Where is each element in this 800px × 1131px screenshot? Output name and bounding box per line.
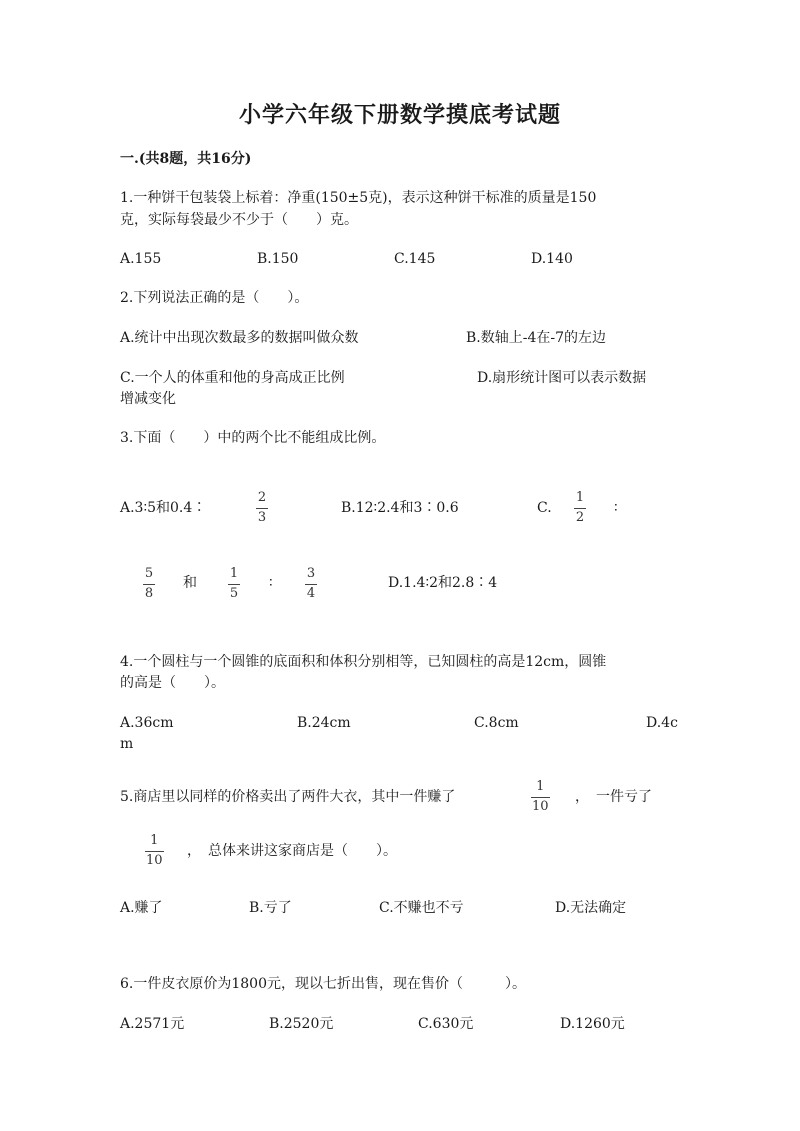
fraction-bar <box>305 584 317 585</box>
fraction-bar <box>143 584 155 585</box>
q6-option-c: C.630元 <box>418 1016 474 1032</box>
q3-colon-2: ∶ <box>269 575 273 591</box>
fraction-bar <box>145 851 164 852</box>
fraction-denominator: 5 <box>229 586 239 601</box>
q3-option-c-fraction <box>574 490 586 526</box>
q1-option-b: B.150 <box>257 251 299 267</box>
q5-option-b: B.亏了 <box>249 900 292 916</box>
q1-option-c: C.145 <box>394 251 436 267</box>
q3-fraction-1-5 <box>228 566 240 602</box>
q2-option-d-continued: 增减变化 <box>120 391 176 407</box>
q5-stem-part2: ， 一件亏了 <box>575 789 652 805</box>
q4-option-c: C.8cm <box>474 715 519 731</box>
fraction-denominator: 2 <box>575 510 585 525</box>
fraction-denominator: 3 <box>257 510 267 525</box>
q4-stem-line1: 4.一个圆柱与一个圆锥的底面积和体积分别相等，已知圆柱的高是12cm，圆锥 <box>120 654 607 670</box>
q6-option-b: B.2520元 <box>269 1016 334 1032</box>
q5-fraction-2 <box>145 833 164 869</box>
q5-stem-part3: ， 总体来讲这家商店是（ ）。 <box>187 843 397 859</box>
q3-option-c: C. <box>537 500 552 516</box>
q5-option-a: A.赚了 <box>120 900 163 916</box>
q3-fraction-3-4 <box>305 566 317 602</box>
q6-stem: 6.一件皮衣原价为1800元，现以七折出售，现在售价（ ）。 <box>120 976 526 992</box>
q3-fraction-5-8 <box>143 566 155 602</box>
fraction-numerator: 1 <box>575 490 585 505</box>
fraction-numerator: 3 <box>306 566 316 581</box>
fraction-denominator: 4 <box>306 586 316 601</box>
fraction-denominator: 10 <box>532 799 549 814</box>
fraction-numerator: 5 <box>144 566 154 581</box>
q5-option-c: C.不赚也不亏 <box>379 900 464 916</box>
fraction-numerator: 2 <box>257 490 267 505</box>
q3-option-b: B.12∶2.4和3∶0.6 <box>341 500 459 516</box>
fraction-bar <box>256 508 268 509</box>
q6-option-a: A.2571元 <box>120 1016 185 1032</box>
fraction-denominator: 10 <box>146 853 163 868</box>
q4-stem-line2: 的高是（ ）。 <box>120 675 225 691</box>
q2-option-d: D.扇形统计图可以表示数据 <box>477 370 647 386</box>
q6-option-d: D.1260元 <box>560 1016 625 1032</box>
q1-option-a: A.155 <box>120 251 162 267</box>
q3-colon-1: ∶ <box>614 500 618 516</box>
q4-option-d: D.4c <box>646 715 678 731</box>
q2-stem: 2.下列说法正确的是（ ）。 <box>120 290 309 306</box>
q4-option-a: A.36cm <box>120 715 174 731</box>
fraction-bar <box>574 508 586 509</box>
q2-option-b: B.数轴上-4在-7的左边 <box>466 330 607 346</box>
fraction-numerator: 1 <box>229 566 239 581</box>
q1-option-d: D.140 <box>531 251 573 267</box>
q5-stem-part1: 5.商店里以同样的价格卖出了两件大衣，其中一件赚了 <box>120 789 456 805</box>
fraction-numerator: 1 <box>150 833 159 848</box>
fraction-numerator: 1 <box>536 779 545 794</box>
q5-fraction-1 <box>531 779 550 815</box>
q4-option-b: B.24cm <box>297 715 351 731</box>
fraction-bar <box>531 797 550 798</box>
q4-option-d-continued: m <box>120 736 134 752</box>
q5-option-d: D.无法确定 <box>555 900 627 916</box>
page-title: 小学六年级下册数学摸底考试题 <box>238 102 561 128</box>
q3-option-a: A.3∶5和0.4∶ <box>120 500 207 516</box>
fraction-denominator: 8 <box>144 586 154 601</box>
q3-stem: 3.下面（ ）中的两个比不能组成比例。 <box>120 430 386 446</box>
q1-stem-line2: 克，实际每袋最少不少于（ ）克。 <box>120 212 358 228</box>
q2-option-a: A.统计中出现次数最多的数据叫做众数 <box>120 330 359 346</box>
q1-stem-line1: 1.一种饼干包装袋上标着：净重(150±5克)，表示这种饼干标准的质量是150 <box>120 190 597 206</box>
q3-and: 和 <box>183 575 197 591</box>
section-heading: 一.(共8题，共16分) <box>120 151 252 167</box>
q2-option-c: C.一个人的体重和他的身高成正比例 <box>120 370 345 386</box>
fraction-bar <box>228 584 240 585</box>
q3-option-a-fraction <box>256 490 268 526</box>
q3-option-d: D.1.4∶2和2.8∶4 <box>388 575 498 591</box>
